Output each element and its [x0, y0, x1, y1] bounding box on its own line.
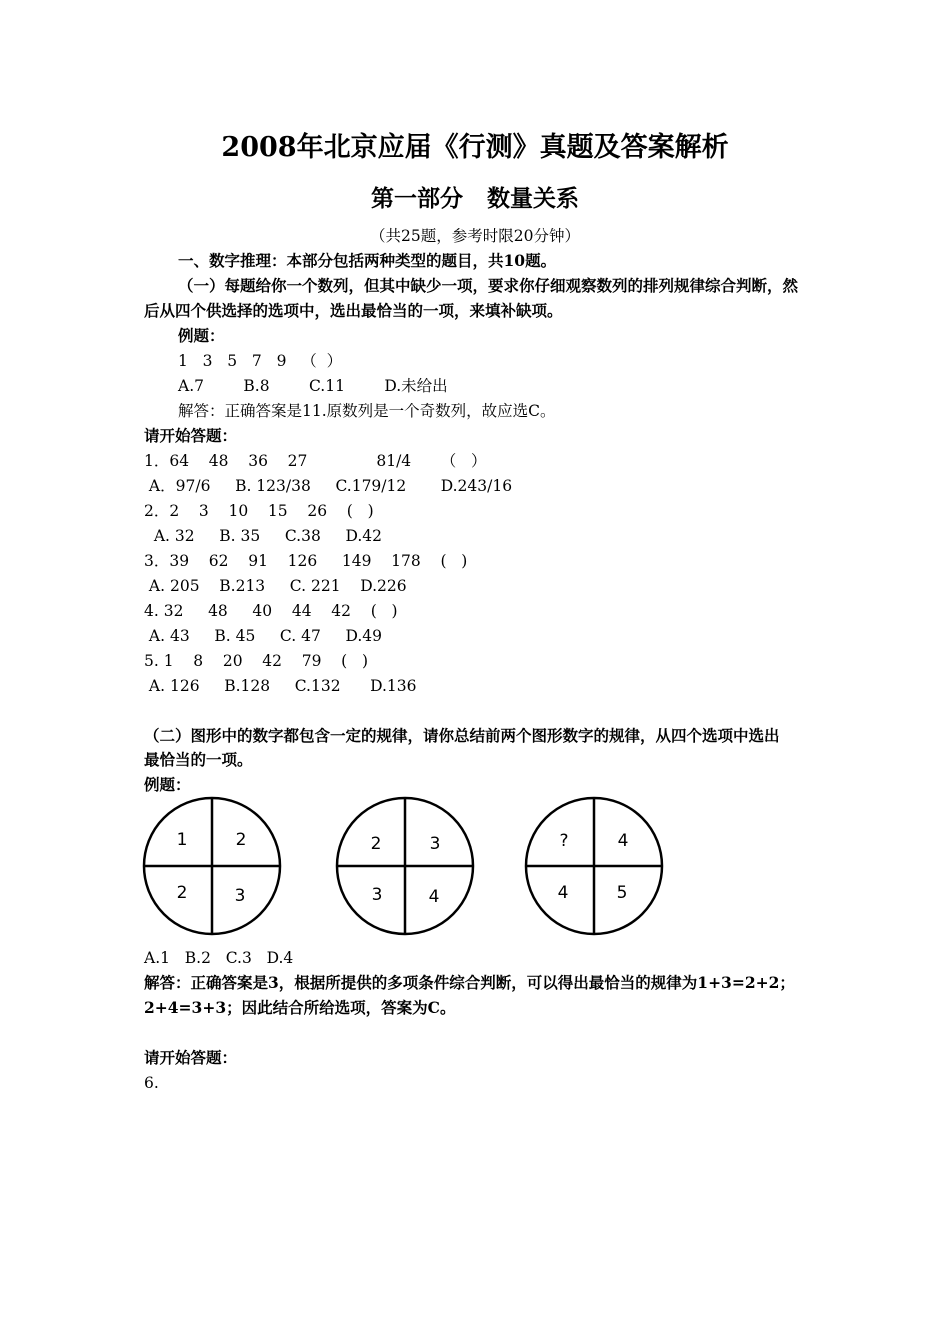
- time-note: （共25题，参考时限20分钟）: [370, 227, 580, 245]
- part2-instruction-line2: 最恰当的一项。: [144, 750, 253, 769]
- circle-cell-top-left: 1: [176, 830, 188, 850]
- start-label: 请开始答题：: [144, 426, 238, 445]
- circle-figures: [140, 794, 670, 940]
- example-options: A.7 B.8 C.11 D.未给出: [178, 377, 448, 395]
- circle-cell-bottom-left: 3: [371, 885, 383, 905]
- circle-cell-top-left: ?: [559, 831, 569, 851]
- circle-cell-bottom-right: 4: [428, 887, 440, 907]
- circle-cell-bottom-right: 3: [234, 886, 246, 906]
- circle-cell-top-right: 4: [617, 831, 629, 851]
- circle-cell-top-right: 3: [429, 834, 441, 854]
- question-1: 1．64 48 36 27 81/4 （ ）: [144, 452, 487, 470]
- document-title: 2008年北京应届《行测》真题及答案解析: [221, 132, 729, 163]
- circle-figure-3: [526, 798, 662, 934]
- question-6: 6.: [144, 1074, 159, 1092]
- part1-instruction-line1: （一）每题给你一个数列，但其中缺少一项，要求你仔细观察数列的排列规律综合判断，然: [178, 276, 799, 295]
- part2-example-label: 例题：: [144, 775, 191, 794]
- section-subtitle: 第一部分 数量关系: [370, 185, 580, 212]
- question-3: 3．39 62 91 126 149 178 ( ): [144, 552, 468, 570]
- question-4-options: A. 43 B. 45 C. 47 D.49: [144, 627, 382, 645]
- part2-start-label: 请开始答题：: [144, 1048, 238, 1067]
- part2-instruction-line1: （二）图形中的数字都包含一定的规律，请你总结前两个图形数字的规律，从四个选项中选出: [144, 726, 780, 745]
- question-1-options: A．97/6 B. 123/38 C.179/12 D.243/16: [144, 477, 513, 495]
- example-sequence: 1 3 5 7 9 （ ）: [178, 352, 343, 370]
- question-2-options: A. 32 B. 35 C.38 D.42: [144, 527, 382, 545]
- part2-answer-line1: 解答：正确答案是3，根据所提供的多项条件综合判断，可以得出最恰当的规律为1+3=2+2；: [144, 973, 795, 992]
- circle-figure-1: [144, 798, 280, 934]
- example-label: 例题：: [178, 326, 225, 345]
- question-2: 2．2 3 10 15 26 ( ): [144, 502, 374, 520]
- circle-cell-bottom-left: 2: [176, 883, 188, 903]
- circle-cell-bottom-left: 4: [557, 883, 569, 903]
- question-3-options: A. 205 B.213 C. 221 D.226: [144, 577, 407, 595]
- circle-cell-top-right: 2: [235, 830, 247, 850]
- circle-figure-2: [337, 798, 473, 934]
- example-answer: 解答：正确答案是11.原数列是一个奇数列，故应选C。: [178, 402, 556, 420]
- question-5: 5. 1 8 20 42 79 ( ): [144, 652, 369, 670]
- part1-instruction-line2: 后从四个供选择的选项中，选出最恰当的一项，来填补缺项。: [144, 301, 563, 320]
- circle-cell-top-left: 2: [370, 834, 382, 854]
- part2-example-options: A.1 B.2 C.3 D.4: [144, 949, 294, 967]
- section1-heading: 一、数字推理：本部分包括两种类型的题目，共10题。: [178, 251, 557, 270]
- part2-answer-line2: 2+4=3+3；因此结合所给选项，答案为C。: [144, 998, 456, 1017]
- question-4: 4. 32 48 40 44 42 ( ): [144, 602, 398, 620]
- circle-cell-bottom-right: 5: [616, 883, 628, 903]
- question-5-options: A. 126 B.128 C.132 D.136: [144, 677, 417, 695]
